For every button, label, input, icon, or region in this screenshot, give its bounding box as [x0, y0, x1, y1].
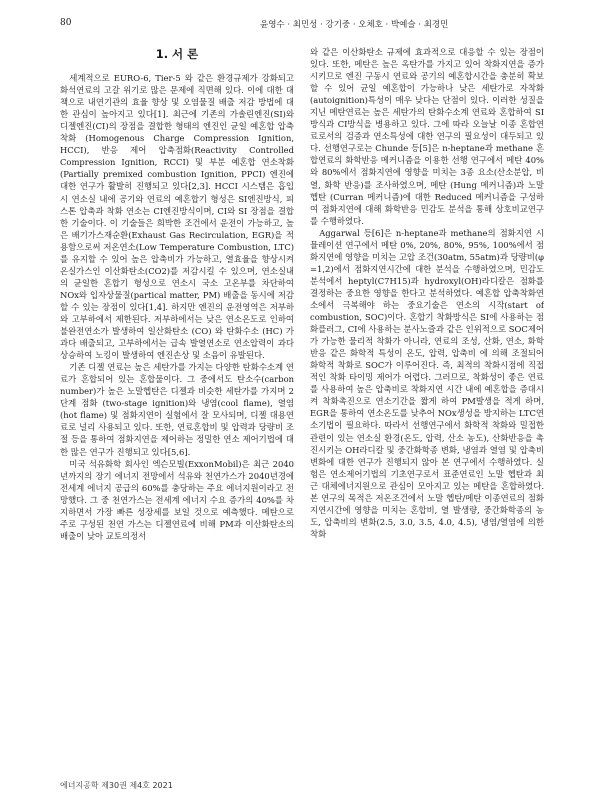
- paragraph: 와 같은 이산화탄소 규제에 효과적으로 대응할 수 있는 장점이 있다. 또한, 메탄은 높은 옥탄가를 가지고 있어 착화지연을 증가시키므로 엔진 구동시 연료와 공기의 예혼합시간을 충분히 확보할 수 있어 균일 예혼합이 가능하나 낮은 세탄가로 자착화(autoignition)특성이 매우 낮다는 단점이 있다. 이러한 성질을 지닌 메탄연료는 높은 세탄가의 탄화수소계 연료와 혼합하여 SI방식과 CI방식을 병용하고 있다. 그에 따라 오늘날 이종 혼합연료로서의 검증과 연소특성에 대한 연구의 필요성이 대두되고 있다. 선행연구로는 Chunde 등[5]은 n-heptane과 methane 혼합연료의 화학반응 메커니즘을 이용한 선행 연구에서 메탄 40%와 80%에서 점화지연에 영향을 미치는 3종 요소(산소분압, 비열, 화학 반응)를 조사하였으며, 메탄 (Hung 메커니즘)과 노말헵탄 (Curran 메커니즘)에 대한 Reduced 메커니즘을 구성하여 점화지연에 대해 화학반응 민감도 분석을 통해 상호비교연구를 수행하였다.: [310, 47, 544, 226]
- section-title: 1. 서 론: [155, 47, 199, 61]
- running-head-authors: 윤영수 · 최민성 · 강기중 · 오체호 · 박예슬 · 최경민: [260, 20, 449, 30]
- paragraph: 미국 석유화학 회사인 엑슨모빌(ExxonMobil)은 최근 2040년까지의 장기 에너지 전망에서 석유와 천연가스가 2040년경에 전세계 에너지 공급의 60%를 충당하는 주요 에너지원이라고 전망했다. 그 중 천연가스는 전세계 에너지 수요 증가의 40%를 차지하면서 가장 빠른 성장세를 보일 것으로 예측했다. 메탄으로 주로 구성된 천연 가스는 디젤연료에 비해 PM과 이산화탄소의 배출이 낮아 교토의정서: [60, 458, 294, 541]
- page-number: 80: [60, 18, 72, 28]
- right-column: [310, 46, 544, 762]
- left-column: [60, 46, 294, 762]
- paragraph: 기존 디젤 연료는 높은 세탄가를 가지는 다양한 탄화수소계 연료가 혼합되어 있는 혼합물이다. 그 중에서도 탄소수(carbon number)가 높은 노말헵탄은 디젤과 비슷한 세탄가를 가지며 2단계 점화 (two-stage ignition)와 냉염(cool flame), 열염(hot flame) 및 점화지연이 실험에서 잘 모사되며, 디젤 대용연료로 널리 사용되고 있다. 또한, 연료혼합비 및 압력과 당량비 조절 등을 통하여 점화지연을 제어하는 정밀한 연소 제어기법에 대한 많은 연구가 진행되고 있다[5,6].: [60, 362, 294, 457]
- page-header: [60, 18, 544, 32]
- paragraph: Aggarwal 등[6]은 n-heptane과 methane의 점화지연 시뮬레이션 연구에서 메탄 0%, 20%, 80%, 95%, 100%에서 점화지연에 영향을 미치는 고압 조건(30atm, 55atm)과 당량비(φ =1,2)에서 점화지연시간에 대한 분석을 수행하였으며, 민감도 분석에서 heptyl(C7H15)과 hydroxyl(OH)라디칼은 점화를 결정하는 중요한 영향을 한다고 분석하였다. 예혼합 압축착화연소에서 극복해야 하는 중요기술은 연소의 시작(start of combustion, SOC)이다. 혼합기 착화방식은 SI에 사용하는 점화플러그, CI에 사용하는 분사노즐과 같은 인위적으로 SOC제어가 가능한 물리적 착화가 아니라, 연료의 조성, 산화, 연소, 화학반응 같은 화학적 특성이 온도, 압력, 압축비 에 의해 조절되어 화학적 착화로 SOC가 이루어진다. 즉, 최적의 착화시점에 직접적인 착화 타이밍 제어가 어렵다. 그러므로, 착화성이 좋은 연료를 사용하여 높은 압축비로 착화지연 시간 내에 예혼합을 증대시켜 착화촉진으로 연소기간을 짧게 하여 PM발생을 적게 하며, EGR을 통하여 연소온도를 낮추어 NOx생성을 방지하는 LTC연소기법이 필요하다. 따라서 선행연구에서 화학적 착화와 밀접한 관련이 있는 연소실 환경(온도, 압력, 산소 농도), 산화반응을 촉진시키는 OH라디칼 및 중간화학종 변화, 냉염과 열염 및 압축비 변화에 대한 연구가 진행되지 않아 본 연구에서 수행하였다. 실험은 연소제어기법의 기초연구로서 표준연료인 노말 헵탄과 최근 대체에너지원으로 관심이 모아지고 있는 메탄을 혼합하였다. 본 연구의 목적은 저온조건에서 노말 헵탄/메탄 이종연료의 점화지연시간에 영향을 미치는 혼합비, 열 발생량, 중간화학종의 농도, 압축비의 변화(2.5, 3.0, 3.5, 4.0, 4.5), 냉염/열염에 의한 착화: [310, 227, 544, 539]
- paragraph: 세계적으로 EURO-6, Tier-5 와 같은 환경규제가 강화되고 화석연료의 고갈 위기로 많은 문제에 직면해 있다. 이에 대한 대책으로 내연기관의 효율 향상 및 오염물질 배출 저감 방법에 대한 관심이 높아지고 있다[1]. 최근에 기존의 가솔린엔진(SI)와 디젤엔진(CI)의 장점을 결합한 형태의 엔진인 균일 예혼합 압축착화 (Homogenous Charge Compression Ignition, HCCI), 반응 제어 압축점화(Reactivity Controlled Compression Ignition, RCCI) 및 부분 예혼합 연소착화(Partially premixed combustion Ignition, PPCI) 엔진에 대한 연구가 활발히 진행되고 있다[2,3]. HCCI 시스템은 흡입시 연소실 내에 공기와 연료의 예혼합기 형성은 SI엔진방식, 피스톤 압축과 착화 연소는 CI엔진방식이며, CI와 SI 장점을 결합한 기술이다. 이 기술들은 희박한 조건에서 운전이 가능하고, 높은 배기가스재순환(Exhaust Gas Recirculation, EGR)을 적용함으로써 저온연소(Low Temperature Combustion, LTC)를 유지할 수 있어 높은 압축비가 가능하고, 열효율을 향상시켜 온실가스인 이산화탄소(CO2)를 저감시킬 수 있으며, 연소실내의 균일한 혼합기 형성으로 연소시 국소 고온부를 차단하여 NOx와 입자상물질(partical matter, PM) 배출을 동시에 저감할 수 있는 장점이 있다[1,4]. 하지만 엔진의 운전영역은 저부하와 고부하에서 제한된다. 저부하에서는 낮은 연소온도로 인하여 불완전연소가 발생하여 일산화탄소 (CO) 와 탄화수소 (HC) 가 과다 배출되고, 고부하에서는 급속 발열연소로 연소압력이 과다 상승하여 노킹이 발생하여 엔진손상 및 소음이 유발된다.: [60, 73, 294, 361]
- page-footer-journal: 에너지공학 제30권 제4호 2021: [60, 781, 173, 790]
- body-columns: [60, 46, 544, 762]
